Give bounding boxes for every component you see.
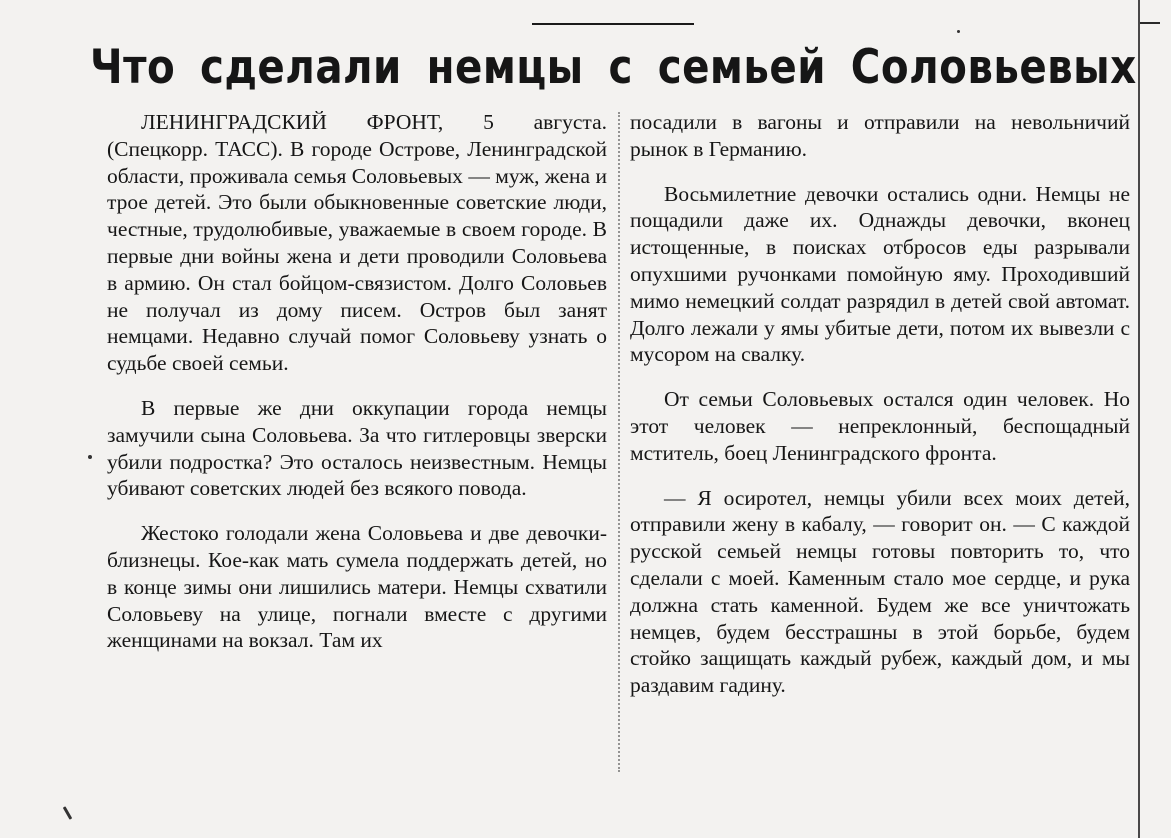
right-rule-tick	[1140, 22, 1160, 24]
right-column-rule	[1138, 0, 1140, 838]
paragraph: В первые же дни оккупации города немцы замучили сына Соловьева. За что гитлеровцы зверски убили подростка? Это осталось неизвестным. Немцы убивают советских людей без всякого повода.	[107, 395, 607, 501]
left-column	[107, 109, 607, 672]
paragraph: ЛЕНИНГРАДСКИЙ ФРОНТ, 5 августа. (Спецкорр. ТАСС). В городе Острове, Ленинградской области, проживала семья Соловьевых — муж, жена и трое детей. Это были обыкновенные советские люди, честные, трудолюбивые, уважаемые в своем городе. В первые дни войны жена и дети проводили Соловьева в армию. Он стал бойцом-связистом. Долго Соловьев не получал из дому писем. Остров был занят немцами. Недавно случай помог Соловьеву узнать о судьбе своей семьи.	[107, 110, 607, 376]
right-column	[630, 109, 1130, 717]
top-rule	[532, 23, 694, 25]
print-speck	[63, 806, 73, 820]
paragraph: От семьи Соловьевых остался один человек. Но этот человек — непреклонный, беспощадный мститель, боец Ленинградского фронта.	[630, 387, 1130, 465]
print-speck	[957, 30, 960, 33]
column-divider	[618, 112, 621, 772]
article-headline: Что сделали немцы с семьей Соловьевых	[90, 40, 1137, 95]
paragraph: — Я осиротел, немцы убили всех моих детей, отправили жену в кабалу, — говорит он. — С каждой русской семьей немцы готовы повторить то, что сделали с моей. Каменным стало мое сердце, и рука должна стать каменной. Будем же все уничтожать немцев, будем бесстрашны в этой борьбе, будем стойко защищать каждый рубеж, каждый дом, и мы раздавим гадину.	[630, 485, 1130, 698]
print-speck	[88, 455, 92, 459]
paragraph: Жестоко голодали жена Соловьева и две девочки-близнецы. Кое-как мать сумела поддержать детей, но в конце зимы они лишились матери. Немцы схватили Соловьеву на улице, погнали вместе с другими женщинами на вокзал. Там их	[107, 521, 607, 653]
paragraph: посадили в вагоны и отправили на невольничий рынок в Германию.	[630, 110, 1130, 161]
paragraph: Восьмилетние девочки остались одни. Немцы не пощадили даже их. Однажды девочки, вконец истощенные, в поисках отбросов еды разрывали опухшими ручонками помойную яму. Проходивший мимо немецкий солдат разрядил в детей свой автомат. Долго лежали у ямы убитые дети, потом их вывезли с мусором на свалку.	[630, 181, 1130, 367]
